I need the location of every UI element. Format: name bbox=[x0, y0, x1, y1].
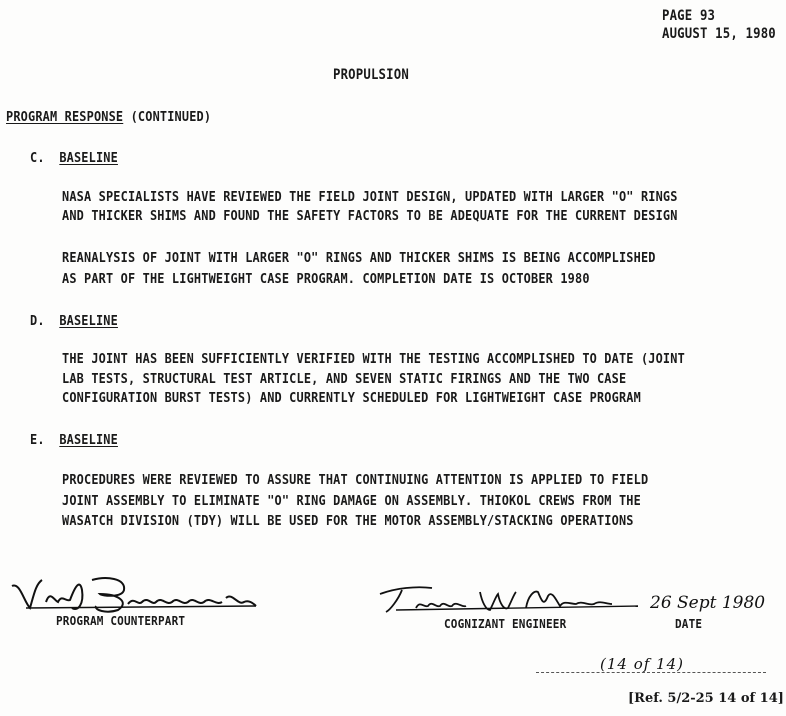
item-c-heading bbox=[30, 150, 118, 166]
document-title: PROPULSION bbox=[333, 67, 409, 83]
paragraph-line: JOINT ASSEMBLY TO ELIMINATE "O" RING DAMAGE ON ASSEMBLY. THIOKOL CREWS FROM THE bbox=[62, 493, 641, 509]
paragraph-line: LAB TESTS, STRUCTURAL TEST ARTICLE, AND SEVEN STATIC FIRINGS AND THE TWO CASE bbox=[62, 371, 627, 387]
section-heading-underlined: PROGRAM RESPONSE bbox=[6, 109, 124, 125]
paragraph-line: CONFIGURATION BURST TESTS) AND CURRENTLY SCHEDULED FOR LIGHTWEIGHT CASE PROGRAM bbox=[62, 390, 641, 406]
item-e-heading bbox=[30, 432, 118, 448]
item-title: BASELINE bbox=[59, 432, 118, 448]
cognizant-engineer-label: COGNIZANT ENGINEER bbox=[444, 616, 567, 631]
paragraph-line: THE JOINT HAS BEEN SUFFICIENTLY VERIFIED WITH THE TESTING ACCOMPLISHED TO DATE (JOINT bbox=[62, 351, 685, 367]
item-letter: C. bbox=[30, 150, 45, 166]
program-counterpart-label: PROGRAM COUNTERPART bbox=[56, 613, 186, 628]
item-letter: E. bbox=[30, 432, 45, 448]
reference-footer: [Ref. 5/2-25 14 of 14] bbox=[628, 691, 784, 706]
date-label: DATE bbox=[675, 616, 703, 631]
handwritten-date: 26 Sept 1980 bbox=[650, 593, 766, 613]
paragraph-line: NASA SPECIALISTS HAVE REVIEWED THE FIELD JOINT DESIGN, UPDATED WITH LARGER "O" RINGS bbox=[62, 189, 678, 205]
paragraph-line: AS PART OF THE LIGHTWEIGHT CASE PROGRAM. COMPLETION DATE IS OCTOBER 1980 bbox=[62, 271, 590, 287]
paragraph-line: REANALYSIS OF JOINT WITH LARGER "O" RINGS AND THICKER SHIMS IS BEING ACCOMPLISHED bbox=[62, 250, 656, 266]
item-title: BASELINE bbox=[59, 150, 118, 166]
handwritten-page-count: (14 of 14) bbox=[600, 655, 684, 673]
document-date: AUGUST 15, 1980 bbox=[662, 26, 776, 42]
section-heading-suffix: (CONTINUED) bbox=[123, 109, 212, 125]
item-title: BASELINE bbox=[59, 313, 118, 329]
footer-dashes bbox=[536, 672, 766, 673]
item-letter: D. bbox=[30, 313, 45, 329]
paragraph-line: PROCEDURES WERE REVIEWED TO ASSURE THAT CONTINUING ATTENTION IS APPLIED TO FIELD bbox=[62, 472, 649, 488]
page-number: PAGE 93 bbox=[662, 8, 716, 24]
section-heading bbox=[6, 109, 211, 125]
paragraph-line: WASATCH DIVISION (TDY) WILL BE USED FOR THE MOTOR ASSEMBLY/STACKING OPERATIONS bbox=[62, 513, 634, 529]
paragraph-line: AND THICKER SHIMS AND FOUND THE SAFETY FACTORS TO BE ADEQUATE FOR THE CURRENT DESIGN bbox=[62, 208, 678, 224]
item-d-heading bbox=[30, 313, 118, 329]
